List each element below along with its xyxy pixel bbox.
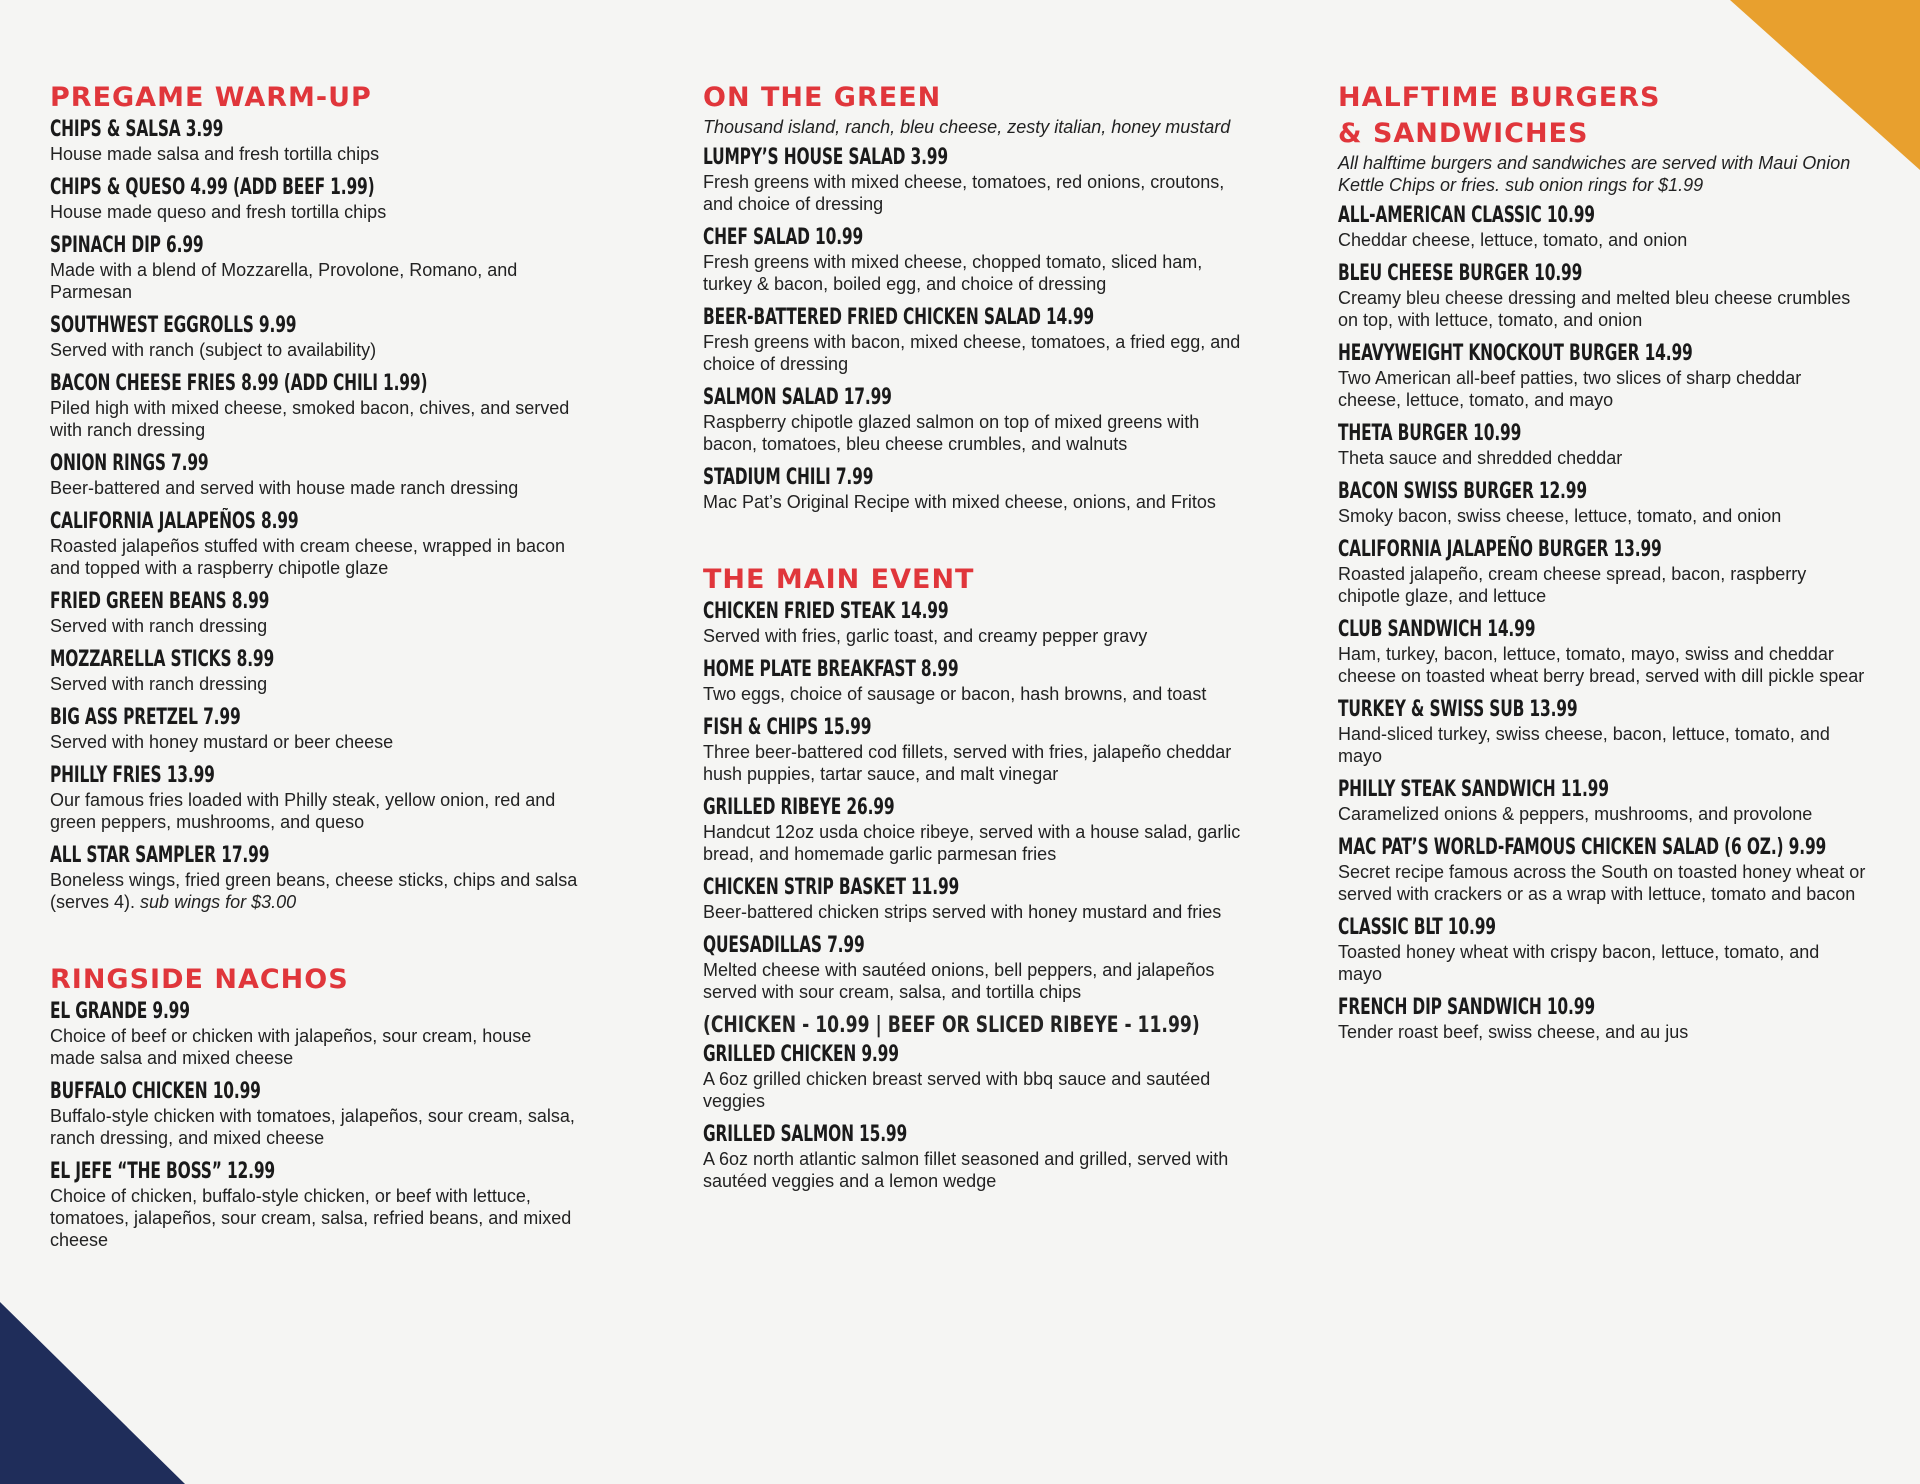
menu-item-description bbox=[50, 535, 580, 579]
menu-item bbox=[1338, 696, 1868, 767]
menu-item bbox=[703, 598, 1243, 647]
menu-item-name: ALL-AMERICAN CLASSIC 10.99 bbox=[1338, 203, 1595, 228]
menu-item-description-text: Tender roast beef, swiss cheese, and au jus bbox=[1338, 1022, 1689, 1042]
menu-item-description-text: Our famous fries loaded with Philly steak, yellow onion, red and green peppers, mushrooms, and queso bbox=[50, 790, 556, 832]
menu-item-description-text: Melted cheese with sautéed onions, bell peppers, and jalapeños served with sour cream, salsa, and tortilla chips bbox=[703, 960, 1215, 1002]
menu-item-description bbox=[1338, 229, 1868, 251]
menu-item-description bbox=[1338, 803, 1868, 825]
menu-item-name: HOME PLATE BREAKFAST 8.99 bbox=[703, 657, 959, 682]
menu-item-name: TURKEY & SWISS SUB 13.99 bbox=[1338, 697, 1578, 722]
menu-item-name: BACON SWISS BURGER 12.99 bbox=[1338, 479, 1587, 504]
menu-item-description-text: Hand-sliced turkey, swiss cheese, bacon, lettuce, tomato, and mayo bbox=[1338, 724, 1830, 766]
menu-item-description-text: Buffalo-style chicken with tomatoes, jalapeños, sour cream, salsa, ranch dressing, and mixed cheese bbox=[50, 1106, 575, 1148]
menu-item-name: FISH & CHIPS 15.99 bbox=[703, 715, 872, 740]
menu-item-description-text: Served with ranch dressing bbox=[50, 616, 268, 636]
menu-item-name: CLUB SANDWICH 14.99 bbox=[1338, 617, 1536, 642]
menu-item-description bbox=[50, 615, 580, 637]
menu-item-description-text: Choice of chicken, buffalo-style chicken, or beef with lettuce, tomatoes, jalapeños, sour cream, salsa, refried beans, and mixed cheese bbox=[50, 1186, 572, 1250]
menu-item bbox=[703, 932, 1243, 1003]
section-title-green: ON THE GREEN bbox=[703, 82, 942, 113]
menu-item-description bbox=[50, 201, 580, 223]
section-title-nachos: RINGSIDE NACHOS bbox=[50, 964, 349, 995]
menu-item-description-text: Roasted jalapeños stuffed with cream cheese, wrapped in bacon and topped with a raspberry chipotle glaze bbox=[50, 536, 565, 578]
menu-item-name: LUMPY’S HOUSE SALAD 3.99 bbox=[703, 145, 948, 170]
menu-item-name: SOUTHWEST EGGROLLS 9.99 bbox=[50, 313, 297, 338]
menu-item-description bbox=[703, 1068, 1243, 1112]
menu-item-name: FRIED GREEN BEANS 8.99 bbox=[50, 589, 270, 614]
menu-item bbox=[1338, 420, 1868, 469]
menu-item bbox=[50, 116, 580, 165]
menu-item-description-text: Ham, turkey, bacon, lettuce, tomato, mayo, swiss and cheddar cheese on toasted wheat berry bread, served with dill pickle spear bbox=[1338, 644, 1865, 686]
menu-item-description bbox=[703, 959, 1243, 1003]
menu-item-description bbox=[703, 331, 1243, 375]
menu-item bbox=[50, 312, 580, 361]
menu-item bbox=[1338, 340, 1868, 411]
menu-item bbox=[1338, 616, 1868, 687]
menu-item-description bbox=[50, 397, 580, 441]
menu-item-description-text: Choice of beef or chicken with jalapeños, sour cream, house made salsa and mixed cheese bbox=[50, 1026, 532, 1068]
menu-item-name: GRILLED SALMON 15.99 bbox=[703, 1122, 908, 1147]
menu-item-name: PHILLY STEAK SANDWICH 11.99 bbox=[1338, 777, 1609, 802]
menu-item-note: sub wings for $3.00 bbox=[140, 892, 297, 912]
menu-item-name: BUFFALO CHICKEN 10.99 bbox=[50, 1079, 261, 1104]
menu-item-name: GRILLED RIBEYE 26.99 bbox=[703, 795, 895, 820]
menu-item-description-text: Served with ranch dressing bbox=[50, 674, 268, 694]
menu-item-description bbox=[50, 1025, 580, 1069]
menu-item-name: CHICKEN STRIP BASKET 11.99 bbox=[703, 875, 960, 900]
menu-item-description-text: Beer-battered and served with house made ranch dressing bbox=[50, 478, 519, 498]
menu-item-description-text: Mac Pat’s Original Recipe with mixed cheese, onions, and Fritos bbox=[703, 492, 1216, 512]
menu-item bbox=[703, 224, 1243, 295]
menu-item-description bbox=[50, 731, 580, 753]
menu-item bbox=[50, 646, 580, 695]
menu-item-name: SALMON SALAD 17.99 bbox=[703, 385, 892, 410]
menu-item-name: CHIPS & QUESO 4.99 (ADD BEEF 1.99) bbox=[50, 175, 375, 200]
menu-item-description-text: Fresh greens with mixed cheese, chopped tomato, sliced ham, turkey & bacon, boiled egg, and choice of dressing bbox=[703, 252, 1203, 294]
menu-item-description-text: Theta sauce and shredded cheddar bbox=[1338, 448, 1623, 468]
section-title-halftime-2: & SANDWICHES bbox=[1338, 118, 1589, 149]
menu-item-description-text: Creamy bleu cheese dressing and melted bleu cheese crumbles on top, with lettuce, tomato, and onion bbox=[1338, 288, 1851, 330]
menu-item bbox=[50, 762, 580, 833]
menu-item-description bbox=[703, 491, 1243, 513]
menu-item-description bbox=[1338, 1021, 1868, 1043]
menu-item bbox=[1338, 994, 1868, 1043]
menu-item-name: FRENCH DIP SANDWICH 10.99 bbox=[1338, 995, 1595, 1020]
menu-item bbox=[703, 144, 1243, 215]
menu-item bbox=[703, 1041, 1243, 1112]
menu-item-description bbox=[50, 673, 580, 695]
menu-item-name: CALIFORNIA JALAPEÑOS 8.99 bbox=[50, 509, 299, 534]
menu-item-description-text: Three beer-battered cod fillets, served with fries, jalapeño cheddar hush puppies, tartar sauce, and malt vinegar bbox=[703, 742, 1232, 784]
menu-item bbox=[50, 1078, 580, 1149]
menu-item-description bbox=[50, 869, 580, 913]
menu-item bbox=[703, 874, 1243, 923]
menu-item bbox=[703, 304, 1243, 375]
menu-item-description bbox=[1338, 723, 1868, 767]
menu-item-description bbox=[1338, 447, 1868, 469]
menu-item-description bbox=[703, 1148, 1243, 1192]
menu-item-name: HEAVYWEIGHT KNOCKOUT BURGER 14.99 bbox=[1338, 341, 1693, 366]
menu-item-name: CHICKEN FRIED STEAK 14.99 bbox=[703, 599, 949, 624]
menu-item-description-text: Toasted honey wheat with crispy bacon, lettuce, tomato, and mayo bbox=[1338, 942, 1820, 984]
menu-item-name: BLEU CHEESE BURGER 10.99 bbox=[1338, 261, 1583, 286]
menu-item bbox=[50, 450, 580, 499]
menu-item bbox=[1338, 478, 1868, 527]
menu-item-description bbox=[703, 741, 1243, 785]
menu-item bbox=[703, 656, 1243, 705]
menu-item bbox=[1338, 536, 1868, 607]
menu-item-description bbox=[50, 477, 580, 499]
menu-item-name: CHIPS & SALSA 3.99 bbox=[50, 117, 224, 142]
menu-item-description bbox=[703, 901, 1243, 923]
menu-item-name: THETA BURGER 10.99 bbox=[1338, 421, 1522, 446]
halftime-items bbox=[1338, 202, 1868, 1043]
menu-item-description bbox=[1338, 563, 1868, 607]
menu-item-name: CLASSIC BLT 10.99 bbox=[1338, 915, 1496, 940]
pregame-items bbox=[50, 116, 580, 913]
menu-item-name: MOZZARELLA STICKS 8.99 bbox=[50, 647, 275, 672]
halftime-note: All halftime burgers and sandwiches are served with Maui Onion Kettle Chips or fries. sub onion rings for $1.99 bbox=[1338, 153, 1851, 195]
menu-item-description-text: Fresh greens with mixed cheese, tomatoes, red onions, croutons, and choice of dressing bbox=[703, 172, 1225, 214]
menu-item-name: BEER-BATTERED FRIED CHICKEN SALAD 14.99 bbox=[703, 305, 1095, 330]
menu-item-description-text: Beer-battered chicken strips served with honey mustard and fries bbox=[703, 902, 1222, 922]
menu-item bbox=[1338, 776, 1868, 825]
menu-item bbox=[703, 384, 1243, 455]
menu-item-description bbox=[703, 683, 1243, 705]
menu-item-description bbox=[50, 789, 580, 833]
menu-item-description-text: Roasted jalapeño, cream cheese spread, bacon, raspberry chipotle glaze, and lettuce bbox=[1338, 564, 1807, 606]
menu-item-description bbox=[50, 259, 580, 303]
menu-item-name: PHILLY FRIES 13.99 bbox=[50, 763, 215, 788]
menu-item bbox=[50, 842, 580, 913]
menu-item-description bbox=[1338, 861, 1868, 905]
section-title-pregame: PREGAME WARM-UP bbox=[50, 82, 372, 113]
menu-item bbox=[703, 794, 1243, 865]
menu-column-right bbox=[1338, 80, 1868, 1052]
corner-decoration-navy bbox=[0, 1302, 185, 1484]
menu-item-description bbox=[1338, 505, 1868, 527]
menu-item bbox=[50, 588, 580, 637]
menu-item-description-text: Raspberry chipotle glazed salmon on top of mixed greens with bacon, tomatoes, bleu cheese crumbles, and walnuts bbox=[703, 412, 1200, 454]
quesadilla-options: (CHICKEN - 10.99 | BEEF OR SLICED RIBEYE - 11.99) bbox=[703, 1013, 1200, 1038]
menu-item-description-text: Served with fries, garlic toast, and creamy pepper gravy bbox=[703, 626, 1148, 646]
menu-column-middle bbox=[703, 80, 1243, 1201]
menu-item bbox=[1338, 260, 1868, 331]
menu-item bbox=[50, 232, 580, 303]
menu-item-name: CHEF SALAD 10.99 bbox=[703, 225, 864, 250]
menu-item bbox=[1338, 202, 1868, 251]
menu-item-name: MAC PAT’S WORLD-FAMOUS CHICKEN SALAD (6 OZ.) 9.99 bbox=[1338, 835, 1827, 860]
menu-item bbox=[703, 1121, 1243, 1192]
nachos-items bbox=[50, 998, 580, 1251]
menu-item-name: BACON CHEESE FRIES 8.99 (ADD CHILI 1.99) bbox=[50, 371, 428, 396]
menu-item-description bbox=[50, 143, 580, 165]
menu-item-description bbox=[703, 251, 1243, 295]
menu-item bbox=[50, 998, 580, 1069]
menu-item bbox=[1338, 834, 1868, 905]
menu-item-description bbox=[1338, 941, 1868, 985]
menu-item-name: GRILLED CHICKEN 9.99 bbox=[703, 1042, 899, 1067]
menu-item-description bbox=[50, 1105, 580, 1149]
menu-item-description bbox=[703, 171, 1243, 215]
menu-item-description-text: Boneless wings, fried green beans, cheese sticks, chips and salsa (serves 4). bbox=[50, 870, 578, 912]
main-items-2 bbox=[703, 1041, 1243, 1192]
green-items bbox=[703, 144, 1243, 513]
menu-item bbox=[703, 464, 1243, 513]
menu-item-description-text: A 6oz grilled chicken breast served with bbq sauce and sautéed veggies bbox=[703, 1069, 1211, 1111]
menu-item bbox=[50, 370, 580, 441]
menu-item-description-text: Smoky bacon, swiss cheese, lettuce, tomato, and onion bbox=[1338, 506, 1782, 526]
main-items bbox=[703, 598, 1243, 1003]
menu-item-description-text: House made queso and fresh tortilla chips bbox=[50, 202, 387, 222]
menu-item-description-text: Made with a blend of Mozzarella, Provolone, Romano, and Parmesan bbox=[50, 260, 518, 302]
menu-item bbox=[50, 704, 580, 753]
menu-item-description bbox=[1338, 643, 1868, 687]
menu-item-description-text: A 6oz north atlantic salmon fillet seasoned and grilled, served with sautéed veggies and a lemon wedge bbox=[703, 1149, 1229, 1191]
menu-item bbox=[50, 1158, 580, 1251]
menu-item bbox=[703, 714, 1243, 785]
menu-item-description-text: Fresh greens with bacon, mixed cheese, tomatoes, a fried egg, and choice of dressing bbox=[703, 332, 1241, 374]
menu-item-name: EL GRANDE 9.99 bbox=[50, 999, 190, 1024]
menu-item-name: EL JEFE “THE BOSS” 12.99 bbox=[50, 1159, 275, 1184]
menu-item-name: SPINACH DIP 6.99 bbox=[50, 233, 204, 258]
menu-item-name: CALIFORNIA JALAPEÑO BURGER 13.99 bbox=[1338, 537, 1662, 562]
menu-item bbox=[50, 174, 580, 223]
menu-item-name: ALL STAR SAMPLER 17.99 bbox=[50, 843, 270, 868]
menu-item bbox=[50, 508, 580, 579]
menu-item-description bbox=[703, 625, 1243, 647]
menu-item-description bbox=[50, 339, 580, 361]
menu-item-description-text: Two American all-beef patties, two slices of sharp cheddar cheese, lettuce, tomato, and mayo bbox=[1338, 368, 1802, 410]
menu-item-description-text: Two eggs, choice of sausage or bacon, hash browns, and toast bbox=[703, 684, 1207, 704]
menu-item-description-text: Handcut 12oz usda choice ribeye, served with a house salad, garlic bread, and homemade garlic parmesan fries bbox=[703, 822, 1241, 864]
menu-item-description-text: Secret recipe famous across the South on toasted honey wheat or served with crackers or as a wrap with lettuce, tomato and bacon bbox=[1338, 862, 1866, 904]
menu-item-description-text: Cheddar cheese, lettuce, tomato, and onion bbox=[1338, 230, 1688, 250]
section-title-halftime-1: HALFTIME BURGERS bbox=[1338, 82, 1661, 113]
menu-item-description bbox=[703, 821, 1243, 865]
menu-column-left bbox=[50, 80, 580, 1260]
menu-item-description bbox=[1338, 367, 1868, 411]
menu-item-name: ONION RINGS 7.99 bbox=[50, 451, 209, 476]
menu-item-name: QUESADILLAS 7.99 bbox=[703, 933, 865, 958]
menu-item-description-text: House made salsa and fresh tortilla chips bbox=[50, 144, 380, 164]
menu-item bbox=[1338, 914, 1868, 985]
menu-item-name: BIG ASS PRETZEL 7.99 bbox=[50, 705, 241, 730]
section-title-main: THE MAIN EVENT bbox=[703, 564, 975, 595]
menu-item-description-text: Piled high with mixed cheese, smoked bacon, chives, and served with ranch dressing bbox=[50, 398, 570, 440]
menu-item-name: STADIUM CHILI 7.99 bbox=[703, 465, 874, 490]
menu-item-description bbox=[703, 411, 1243, 455]
menu-item-description-text: Caramelized onions & peppers, mushrooms, and provolone bbox=[1338, 804, 1813, 824]
dressing-note: Thousand island, ranch, bleu cheese, zesty italian, honey mustard bbox=[703, 117, 1231, 137]
menu-item-description bbox=[1338, 287, 1868, 331]
menu-item-description-text: Served with ranch (subject to availability) bbox=[50, 340, 377, 360]
menu-item-description bbox=[50, 1185, 580, 1251]
menu-item-description-text: Served with honey mustard or beer cheese bbox=[50, 732, 394, 752]
